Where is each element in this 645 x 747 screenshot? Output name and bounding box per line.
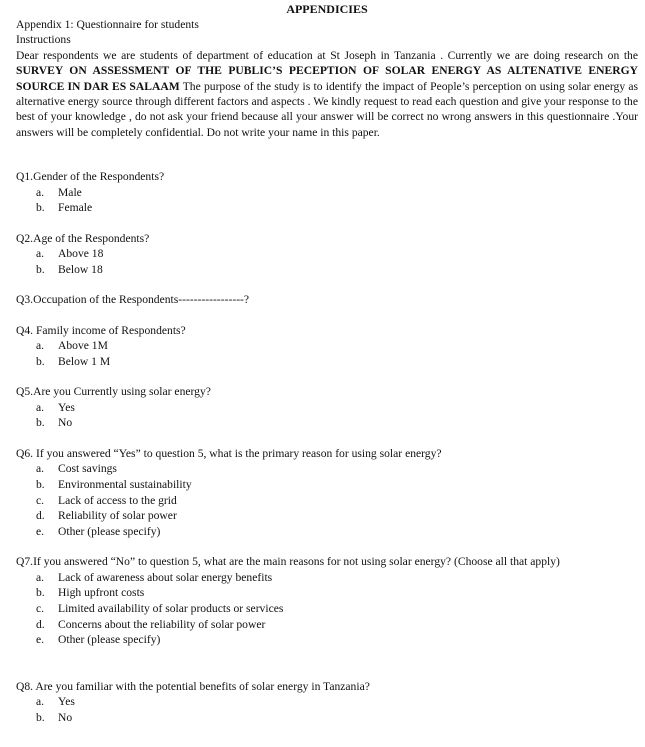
option-marker: b. bbox=[36, 586, 45, 600]
option-label: Female bbox=[58, 201, 93, 215]
option-item bbox=[36, 338, 638, 354]
option-list bbox=[16, 461, 638, 539]
question-text: Q3.Occupation of the Respondents-----------------? bbox=[16, 293, 250, 307]
instructions-label: Instructions bbox=[16, 33, 71, 47]
question-block-q5 bbox=[16, 384, 638, 431]
option-item bbox=[36, 354, 638, 370]
option-item bbox=[36, 601, 638, 617]
option-item bbox=[36, 493, 638, 509]
option-marker: a. bbox=[36, 462, 45, 476]
option-label: No bbox=[58, 416, 73, 430]
option-label: Below 1 M bbox=[58, 354, 111, 368]
option-item bbox=[36, 632, 638, 648]
option-label: Male bbox=[58, 185, 82, 199]
option-list bbox=[16, 246, 638, 277]
option-marker: b. bbox=[36, 354, 45, 368]
question-text: Q7.If you answered “No” to question 5, what are the main reasons for not using solar energy? (Choose all that apply) bbox=[16, 555, 560, 569]
option-marker: b. bbox=[36, 478, 45, 492]
option-item bbox=[36, 694, 638, 710]
option-item bbox=[36, 524, 638, 540]
option-list bbox=[16, 694, 638, 725]
intro-paragraph bbox=[16, 48, 638, 140]
question-block-q6 bbox=[16, 446, 638, 539]
question-text: Q4. Family income of Respondents? bbox=[16, 323, 186, 337]
option-marker: d. bbox=[36, 509, 45, 523]
intro-text-end: The purpose of the study is to identify the impact of People’s perception on using solar energy as alternative energy source through different factors and aspects . We kindly request to read each question and give your response to the best of your knowledge , do not ask your friend because all your answer will be correct no wrong answers in this questionnaire .Your answers will be completely confidential. Do not write your name in this paper. bbox=[16, 79, 639, 139]
option-marker: a. bbox=[36, 247, 45, 261]
option-marker: c. bbox=[36, 493, 45, 507]
option-label: Below 18 bbox=[58, 262, 103, 276]
option-item bbox=[36, 262, 638, 278]
option-label: Cost savings bbox=[58, 462, 117, 476]
option-marker: a. bbox=[36, 400, 45, 414]
option-marker: b. bbox=[36, 262, 45, 276]
question-block-q4 bbox=[16, 323, 638, 370]
option-item bbox=[36, 400, 638, 416]
option-label: Yes bbox=[58, 695, 75, 709]
document-page bbox=[16, 2, 638, 725]
option-marker: a. bbox=[36, 339, 45, 353]
option-label: High upfront costs bbox=[58, 586, 145, 600]
option-list bbox=[16, 338, 638, 369]
option-item bbox=[36, 461, 638, 477]
option-item bbox=[36, 415, 638, 431]
question-text: Q6. If you answered “Yes” to question 5, what is the primary reason for using solar energy? bbox=[16, 447, 442, 461]
option-marker: a. bbox=[36, 570, 45, 584]
option-label: Lack of awareness about solar energy benefits bbox=[58, 570, 273, 584]
option-marker: c. bbox=[36, 602, 45, 615]
option-list bbox=[16, 185, 638, 216]
option-item bbox=[36, 508, 638, 524]
option-label: Lack of access to the grid bbox=[58, 493, 177, 507]
option-label: Above 1M bbox=[58, 339, 108, 353]
question-block-q7 bbox=[16, 554, 638, 647]
option-marker: e. bbox=[36, 633, 45, 647]
option-list bbox=[16, 570, 638, 648]
option-list bbox=[16, 400, 638, 431]
survey-title: SURVEY ON ASSESSMENT OF THE PUBLIC’S PECEPTION OF SOLAR ENERGY AS ALTENATIVE ENERGY SOURCE IN DAR ES SALAAM bbox=[16, 64, 638, 93]
option-label: Above 18 bbox=[58, 247, 104, 261]
option-marker: a. bbox=[36, 695, 45, 709]
option-item bbox=[36, 710, 638, 726]
option-marker: b. bbox=[36, 201, 45, 215]
option-label: Concerns about the reliability of solar power bbox=[58, 617, 266, 631]
option-item bbox=[36, 246, 638, 262]
option-item bbox=[36, 570, 638, 586]
page-heading: APPENDICIES bbox=[286, 2, 368, 16]
question-block-q1 bbox=[16, 169, 638, 216]
intro-text-start: Dear respondents we are students of department of education at St Joseph in Tanzania . Currently we are doing research on the bbox=[16, 48, 638, 62]
question-block-q2 bbox=[16, 231, 638, 278]
option-item bbox=[36, 200, 638, 216]
option-item bbox=[36, 477, 638, 493]
option-label: Yes bbox=[58, 400, 75, 414]
option-label: Other (please specify) bbox=[58, 633, 161, 647]
option-label: No bbox=[58, 710, 73, 724]
question-block-q8 bbox=[16, 679, 638, 726]
option-marker: d. bbox=[36, 617, 45, 631]
option-item bbox=[36, 185, 638, 201]
option-marker: a. bbox=[36, 185, 45, 199]
option-marker: b. bbox=[36, 416, 45, 430]
question-text: Q5.Are you Currently using solar energy? bbox=[16, 385, 211, 399]
question-text: Q2.Age of the Respondents? bbox=[16, 231, 150, 245]
option-label: Environmental sustainability bbox=[58, 478, 192, 492]
option-label: Reliability of solar power bbox=[58, 509, 177, 523]
option-marker: e. bbox=[36, 524, 45, 538]
option-item bbox=[36, 617, 638, 633]
option-marker: b. bbox=[36, 710, 45, 724]
question-text: Q1.Gender of the Respondents? bbox=[16, 170, 165, 184]
option-label: Other (please specify) bbox=[58, 524, 161, 538]
option-item bbox=[36, 585, 638, 601]
question-text: Q8. Are you familiar with the potential benefits of solar energy in Tanzania? bbox=[16, 679, 370, 693]
option-label: Limited availability of solar products or services bbox=[58, 602, 284, 615]
appendix-label: Appendix 1: Questionnaire for students bbox=[16, 18, 199, 31]
question-block-q3 bbox=[16, 292, 638, 307]
